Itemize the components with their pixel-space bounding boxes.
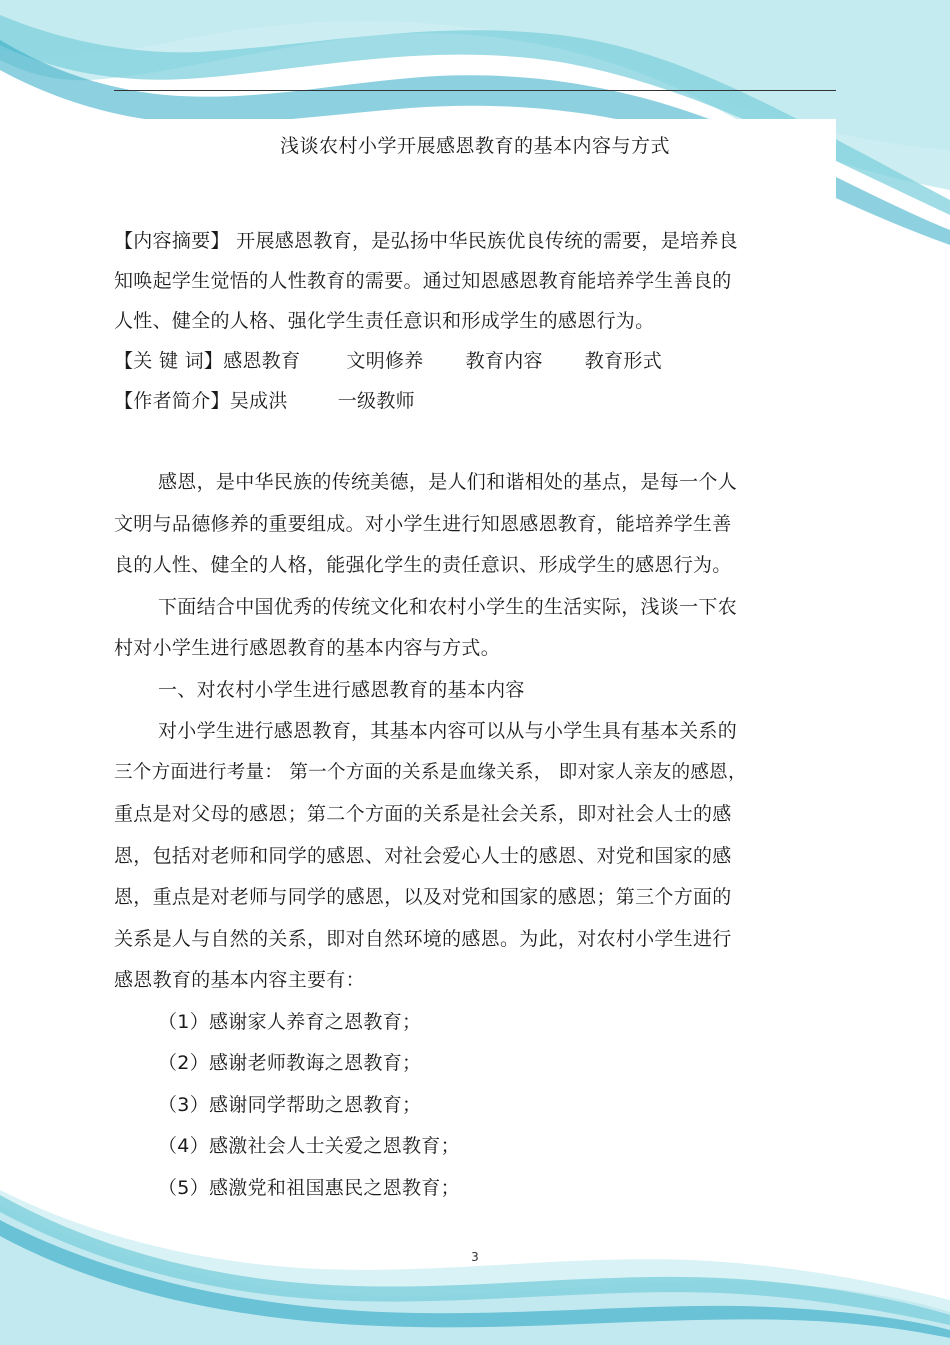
body-line: 恩，重点是对老师与同学的感恩，以及对党和国家的感恩；第三个方面的 [114, 886, 732, 908]
list-item: （2）感谢老师教诲之恩教育； [158, 1052, 422, 1074]
author-role: 一级教师 [337, 390, 415, 412]
document-title: 浅谈农村小学开展感恩教育的基本内容与方式 [279, 135, 670, 157]
keyword: 文明修养 [346, 350, 424, 372]
body-line: 下面结合中国优秀的传统文化和农村小学生的生活实际，浅谈一下农 [158, 596, 738, 618]
body-line: 三个方面进行考量： 第一个方面的关系是血缘关系， 即对家人亲友的感恩， [114, 762, 747, 783]
document-page [114, 119, 836, 1202]
section-heading: 一、对农村小学生进行感恩教育的基本内容 [158, 679, 525, 701]
header-rule [114, 90, 836, 91]
body-line: 关系是人与自然的关系，即对自然环境的感恩。为此，对农村小学生进行 [114, 928, 732, 950]
author-name: 吴成洪 [229, 390, 288, 412]
keywords-line [114, 350, 662, 372]
body-line: 村对小学生进行感恩教育的基本内容与方式。 [114, 637, 501, 659]
body-line: 对小学生进行感恩教育，其基本内容可以从与小学生具有基本关系的 [158, 720, 738, 742]
body-line: 良的人性、健全的人格，能强化学生的责任意识、形成学生的感恩行为。 [114, 554, 732, 576]
body-line: 感恩教育的基本内容主要有： [114, 969, 365, 991]
body-line: 文明与品德修养的重要组成。对小学生进行知恩感恩教育，能培养学生善 [114, 513, 732, 535]
author-line [114, 390, 415, 412]
keyword: 教育形式 [584, 350, 662, 372]
list-item: （5）感激党和祖国惠民之恩教育； [158, 1177, 460, 1199]
keywords-label: 【关 键 词】 [114, 350, 224, 372]
body-line: 感恩，是中华民族的传统美德，是人们和谐相处的基点，是每一个人 [158, 471, 738, 493]
list-item: （4）感激社会人士关爱之恩教育； [158, 1135, 460, 1157]
page-number: 3 [471, 1250, 479, 1264]
body-line: 重点是对父母的感恩；第二个方面的关系是社会关系，即对社会人士的感 [114, 803, 732, 825]
author-label: 【作者简介】 [114, 390, 230, 412]
keyword: 教育内容 [465, 350, 543, 372]
keyword: 感恩教育 [223, 350, 301, 372]
abstract-line: 【内容摘要】 开展感恩教育，是弘扬中华民族优良传统的需要，是培养良 [114, 230, 738, 252]
list-item: （3）感谢同学帮助之恩教育； [158, 1094, 422, 1116]
list-item: （1）感谢家人养育之恩教育； [158, 1011, 422, 1033]
body-line: 恩，包括对老师和同学的感恩、对社会爱心人士的感恩、对党和国家的感 [114, 845, 732, 867]
abstract-line: 人性、健全的人格、强化学生责任意识和形成学生的感恩行为。 [114, 310, 655, 332]
abstract-line: 知唤起学生觉悟的人性教育的需要。通过知恩感恩教育能培养学生善良的 [114, 270, 732, 292]
